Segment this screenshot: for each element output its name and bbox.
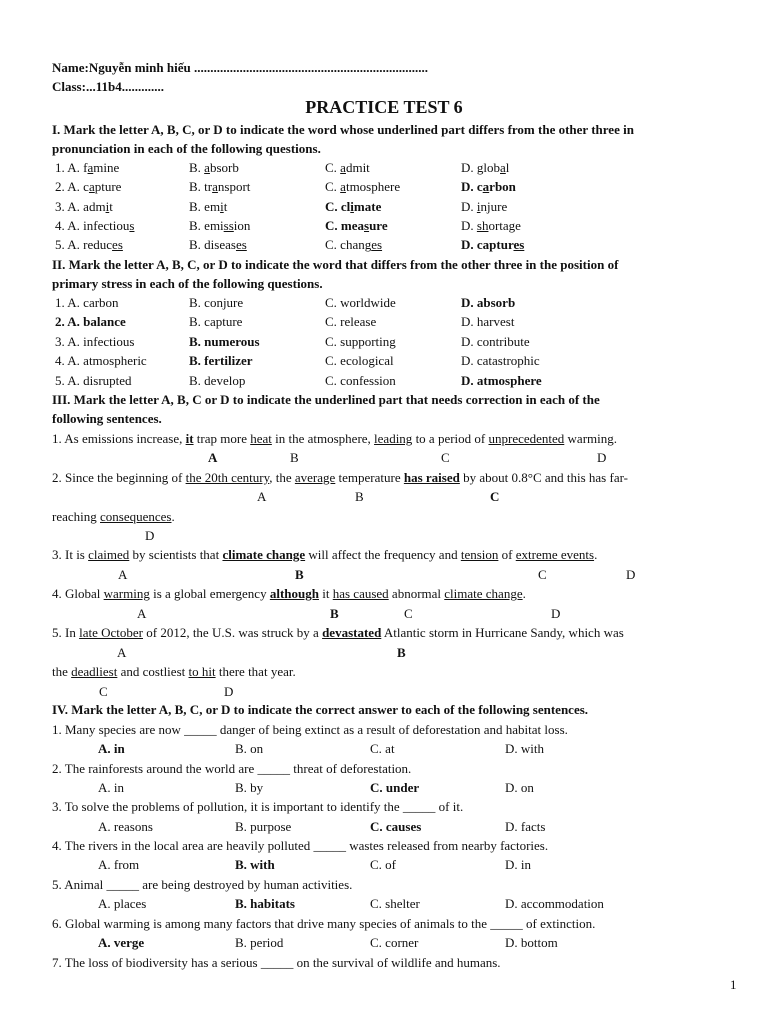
option-c: C. supporting — [325, 334, 396, 349]
option-b: B. develop — [189, 373, 246, 388]
option-b: B. by — [235, 780, 264, 795]
option-c: C. at — [370, 741, 395, 756]
option-b: B. with — [235, 857, 275, 872]
section-3-instruction: III. Mark the letter A, B, C or D to indicate the underlined part that needs correction in each of the — [52, 392, 600, 407]
answer-marker-b: B — [330, 606, 339, 621]
name-label: Name: — [52, 60, 89, 75]
answer-marker-c: C — [490, 489, 500, 504]
option-b: B. transport — [189, 179, 251, 194]
option-a: A. reasons — [98, 819, 153, 834]
option-d: D. injure — [461, 199, 508, 214]
option-d: D. catastrophic — [461, 353, 540, 368]
answer-marker-a: A — [137, 606, 147, 621]
option-a: 2. A. balance — [55, 314, 126, 329]
option-a: A. in — [98, 741, 125, 756]
section-3-sentence-2-cont: reaching consequences. — [52, 509, 175, 524]
option-c: C. shelter — [370, 896, 420, 911]
option-b: B. habitats — [235, 896, 295, 911]
section-4-question-6: 6. Global warming is among many factors that drive many species of animals to the _____ of extinction. — [52, 916, 596, 931]
section-1-instruction: I. Mark the letter A, B, C, or D to indicate the word whose underlined part differs from the other three in — [52, 122, 634, 137]
answer-marker-b: B — [290, 450, 299, 465]
section-4-question-3: 3. To solve the problems of pollution, it is important to identify the _____ of it. — [52, 799, 464, 814]
option-b: B. absorb — [189, 160, 239, 175]
option-d: D. bottom — [505, 935, 558, 950]
answer-marker-d: D — [224, 684, 234, 699]
option-b: B. emission — [189, 218, 251, 233]
section-4-question-7: 7. The loss of biodiversity has a serious _____ on the survival of wildlife and humans. — [52, 955, 501, 970]
option-a: 3. A. admit — [55, 199, 113, 214]
option-c: C. measure — [325, 218, 388, 233]
answer-marker-a: A — [117, 645, 127, 660]
answer-marker-c: C — [538, 567, 547, 582]
option-c: C. under — [370, 780, 420, 795]
option-d: D. atmosphere — [461, 373, 542, 388]
option-c: C. climate — [325, 199, 382, 214]
option-b: B. diseases — [189, 237, 247, 252]
section-1-instruction-cont: pronunciation in each of the following questions. — [52, 141, 321, 156]
option-d: D. accommodation — [505, 896, 604, 911]
answer-marker-d: D — [551, 606, 561, 621]
option-d: D. with — [505, 741, 544, 756]
class-label: Class: — [52, 79, 86, 94]
student-name-line — [52, 60, 428, 76]
option-b: B. conjure — [189, 295, 244, 310]
option-d: D. facts — [505, 819, 546, 834]
option-a: 2. A. capture — [55, 179, 122, 194]
option-d: D. carbon — [461, 179, 516, 194]
section-3-sentence-2: 2. Since the beginning of the 20th century, the average temperature has raised by about 0.8°C and this has far- — [52, 470, 628, 485]
answer-marker-c: C — [404, 606, 413, 621]
option-a: 5. A. reduces — [55, 237, 123, 252]
section-4-question-5: 5. Animal _____ are being destroyed by human activities. — [52, 877, 353, 892]
option-c: C. confession — [325, 373, 396, 388]
section-3-sentence-1: 1. As emissions increase, it trap more heat in the atmosphere, leading to a period of unprecedented warming. — [52, 431, 617, 446]
section-3-sentence-5: 5. In late October of 2012, the U.S. was struck by a devastated Atlantic storm in Hurricane Sandy, which was — [52, 625, 624, 640]
option-c: C. ecological — [325, 353, 394, 368]
option-a: 4. A. infectious — [55, 218, 135, 233]
answer-marker-a: A — [208, 450, 218, 465]
answer-marker-d: D — [145, 528, 155, 543]
class-value: ...11b4............. — [85, 79, 164, 94]
answer-marker-b: B — [355, 489, 364, 504]
option-b: B. purpose — [235, 819, 292, 834]
option-b: B. numerous — [189, 334, 260, 349]
option-d: D. shortage — [461, 218, 521, 233]
section-4-question-1: 1. Many species are now _____ danger of being extinct as a result of deforestation and habitat loss. — [52, 722, 568, 737]
answer-marker-c: C — [441, 450, 450, 465]
answer-marker-c: C — [99, 684, 108, 699]
option-c: C. of — [370, 857, 396, 872]
answer-marker-a: A — [257, 489, 267, 504]
option-c: C. corner — [370, 935, 419, 950]
option-a: A. places — [98, 896, 147, 911]
answer-marker-b: B — [295, 567, 304, 582]
section-4-question-2: 2. The rainforests around the world are _____ threat of deforestation. — [52, 761, 412, 776]
option-a: 1. A. famine — [55, 160, 120, 175]
option-a: A. verge — [98, 935, 145, 950]
section-4-question-4: 4. The rivers in the local area are heavily polluted _____ wastes released from nearby factories. — [52, 838, 549, 853]
option-b: B. capture — [189, 314, 243, 329]
option-c: C. atmosphere — [325, 179, 401, 194]
option-c: C. worldwide — [325, 295, 396, 310]
option-a: 3. A. infectious — [55, 334, 135, 349]
option-d: D. absorb — [461, 295, 516, 310]
option-a: 1. A. carbon — [55, 295, 119, 310]
option-d: D. in — [505, 857, 531, 872]
option-a: 5. A. disrupted — [55, 373, 132, 388]
answer-marker-a: A — [118, 567, 128, 582]
section-2-instruction: II. Mark the letter A, B, C, or D to indicate the word that differs from the other three in the position of — [52, 257, 619, 272]
option-a: A. from — [98, 857, 140, 872]
section-3-instruction-cont: following sentences. — [52, 411, 162, 426]
option-c: C. release — [325, 314, 377, 329]
student-class-line — [52, 79, 164, 95]
option-b: B. emit — [189, 199, 228, 214]
option-a: 4. A. atmospheric — [55, 353, 147, 368]
page-title: PRACTICE TEST 6 — [305, 97, 463, 117]
option-d: D. harvest — [461, 314, 515, 329]
section-3-sentence-3: 3. It is claimed by scientists that climate change will affect the frequency and tension of extreme events. — [52, 547, 598, 562]
name-value: Nguyễn minh hiếu ........................................................................ — [88, 60, 428, 75]
answer-marker-d: D — [626, 567, 636, 582]
section-3-sentence-4: 4. Global warming is a global emergency although it has caused abnormal climate change. — [52, 586, 526, 601]
option-c: C. causes — [370, 819, 422, 834]
option-d: D. global — [461, 160, 510, 175]
option-d: D. captures — [461, 237, 525, 252]
option-c: C. admit — [325, 160, 370, 175]
answer-marker-b: B — [397, 645, 406, 660]
option-b: B. fertilizer — [189, 353, 253, 368]
option-b: B. period — [235, 935, 284, 950]
option-a: A. in — [98, 780, 124, 795]
section-4-instruction: IV. Mark the letter A, B, C, or D to indicate the correct answer to each of the following sentences. — [52, 702, 589, 717]
section-3-sentence-5-cont: the deadliest and costliest to hit there that year. — [52, 664, 296, 679]
answer-marker-d: D — [597, 450, 607, 465]
page-number: 1 — [730, 977, 737, 992]
option-d: D. contribute — [461, 334, 530, 349]
option-b: B. on — [235, 741, 264, 756]
option-c: C. changes — [325, 237, 383, 252]
section-2-instruction-cont: primary stress in each of the following questions. — [52, 276, 323, 291]
option-d: D. on — [505, 780, 534, 795]
